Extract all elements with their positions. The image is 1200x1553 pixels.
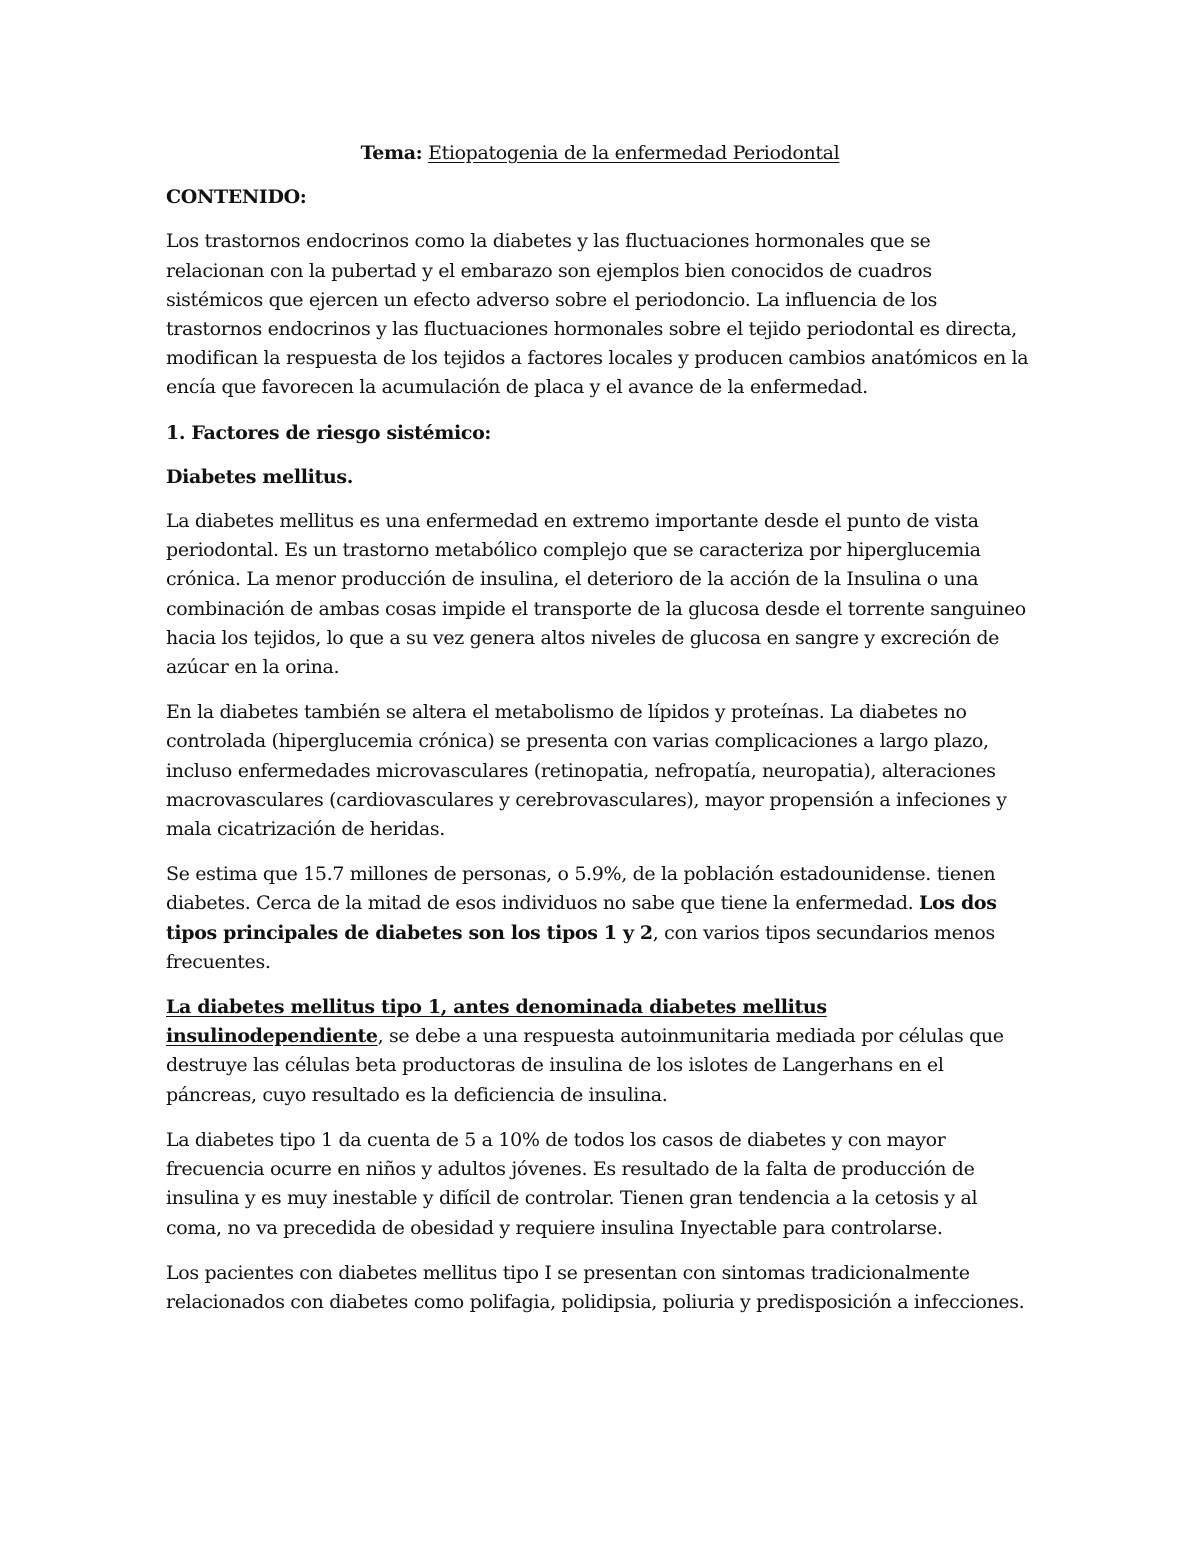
paragraph-diabetes-definition: La diabetes mellitus es una enfermedad en extremo importante desde el punto de vista periodontal. Es un trastorno metabólico complejo que se caracteriza por hiperglucemia crónica. La menor producción de insulina, el deterioro de la acción de la Insulina o una combinación de ambas cosas impide el transporte de la glucosa desde el torrente sanguineo hacia los tejidos, lo que a su vez genera altos niveles de glucosa en sangre y excreción de azúcar en la orina. <box>166 510 1026 679</box>
type1-heading: La diabetes mellitus tipo 1, antes denominada diabetes mellitus insulinodependiente <box>166 996 827 1048</box>
contenido-heading-text: CONTENIDO: <box>166 186 307 209</box>
type1-text: , se debe a una respuesta autoinmunitaria mediada por células que destruye las células beta productoras de insulina de los islotes de Langerhans en el páncreas, cuyo resultado es la deficiencia de insulina. <box>166 1025 1004 1106</box>
paragraph-type1 <box>166 993 1034 1110</box>
subsection-heading-text: Diabetes mellitus. <box>166 465 354 488</box>
title-text: Etiopatogenia de la enfermedad Periodontal <box>428 142 840 164</box>
document-body <box>166 139 1034 1333</box>
document-title <box>166 139 1034 168</box>
paragraph-type1-stats: La diabetes tipo 1 da cuenta de 5 a 10% de todos los casos de diabetes y con mayor frecuencia ocurre en niños y adultos jóvenes. Es resultado de la falta de producción de insulina y es muy inestable y difícil de controlar. Tienen gran tendencia a la cetosis y al coma, no va precedida de obesidad y requiere insulina Inyectable para controlarse. <box>166 1128 978 1239</box>
paragraph-symptoms: Los pacientes con diabetes mellitus tipo I se presentan con sintomas tradicionalmente relacionados con diabetes como polifagia, polidipsia, poliuria y predisposición a infecciones. <box>166 1261 1025 1313</box>
statistics-text-after: , con varios tipos secundarios menos frecuentes. <box>166 921 995 973</box>
intro-paragraph: Los trastornos endocrinos como la diabetes y las fluctuaciones hormonales que se relacionan con la pubertad y el embarazo son ejemplos bien conocidos de cuadros sistémicos que ejercen un efecto adverso sobre el periodoncio. La influencia de los trastornos endocrinos y las fluctuaciones hormonales sobre el tejido periodontal es directa, modifican la respuesta de los tejidos a factores locales y producen cambios anatómicos en la encía que favorecen la acumulación de placa y el avance de la enfermedad. <box>166 230 1029 399</box>
statistics-text: Se estima que 15.7 millones de personas, o 5.9%, de la población estadounidense. tienen diabetes. Cerca de la mitad de esos individuos no sabe que tiene la enfermedad. <box>166 863 996 915</box>
subsection-heading <box>166 463 1034 492</box>
statistics-bold: Los dos tipos principales de diabetes son los tipos 1 y 2 <box>166 892 997 944</box>
paragraph-statistics <box>166 860 1034 977</box>
section-heading <box>166 419 1034 448</box>
section-heading-text: 1. Factores de riesgo sistémico: <box>166 421 492 444</box>
paragraph-complications: En la diabetes también se altera el metabolismo de lípidos y proteínas. La diabetes no controlada (hiperglucemia crónica) se presenta con varias complicaciones a largo plazo, incluso enfermedades microvasculares (retinopatia, nefropatía, neuropatia), alteraciones macrovasculares (cardiovasculares y cerebrovasculares), mayor propensión a infeciones y mala cicatrización de heridas. <box>166 701 1007 841</box>
title-label: Tema: <box>360 142 423 164</box>
contenido-heading <box>166 183 1034 212</box>
